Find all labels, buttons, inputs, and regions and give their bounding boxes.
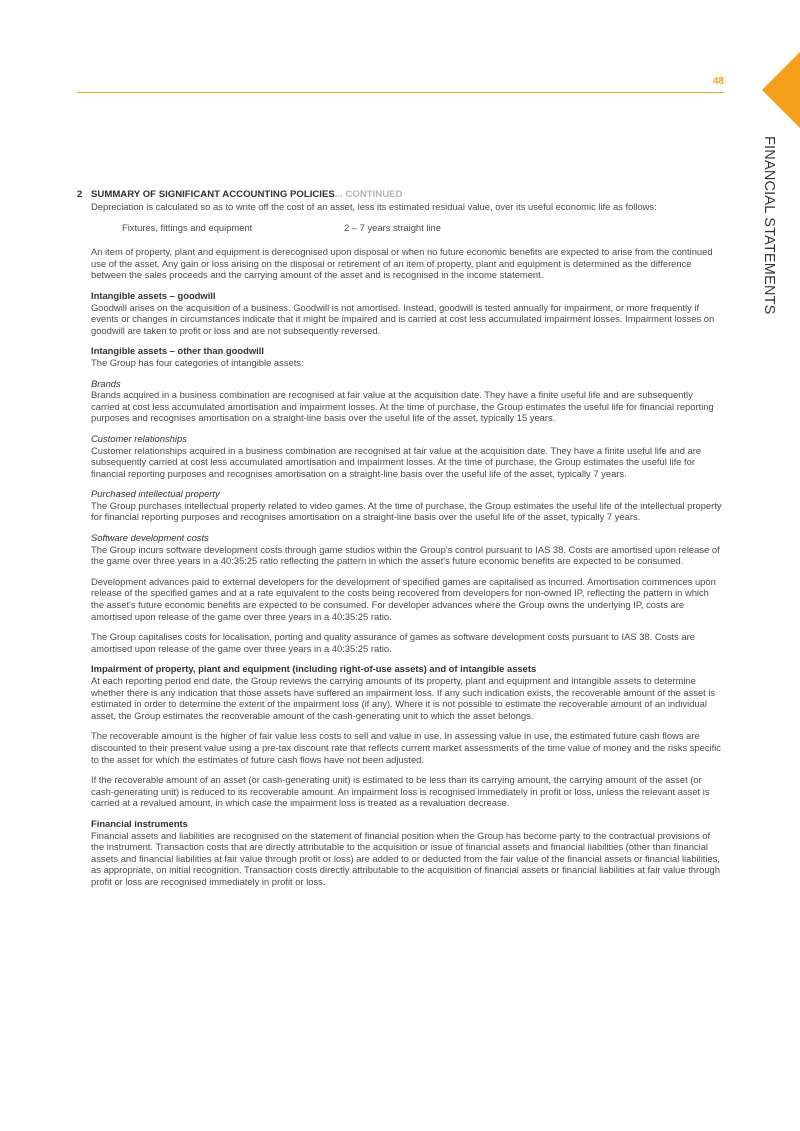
derecognition-paragraph: An item of property, plant and equipment is derecognised upon disposal or when no future economic benefits are expected to arise from the continued use of the asset. Any gain or loss arising on the disposal or retirement of an item of property, plant and equipment is determined as the difference between the sales proceeds and the carrying amount of the asset and is recognised in the income statement.	[91, 246, 713, 281]
corner-tab-triangle	[762, 52, 800, 128]
customer-relationships-paragraph: Customer relationships acquired in a business combination are recognised at fair value at the acquisition date. They have a finite useful life and are subsequently carried at cost less accumulated amortisation and impairment losses. At the time of purchase, the Group estimates the useful life for financial reporting purposes and recognises amortisation on a straight-line basis over the useful life of the asset, typically 7 years.	[91, 444, 702, 479]
section-label-text: FINANCIAL STATEMENTS	[761, 136, 777, 315]
financial-instruments-section	[91, 818, 724, 888]
header-rule	[77, 92, 724, 93]
goodwill-heading: Intangible assets – goodwill	[91, 289, 216, 301]
goodwill-section	[91, 290, 724, 336]
other-intangibles-section	[91, 345, 724, 368]
software-development-section	[91, 532, 724, 567]
financial-instruments-paragraph: Financial assets and liabilities are recognised on the statement of financial position when the Group has become party to the contractual provisions of the instrument. Transaction costs that are directly attributable to the acquisition or issue of financial assets and financial liabilities (other than financial assets and financial liabilities at fair value through profit or loss) are added to or deducted from the fair value of the financial assets or financial liabilities, as appropriate, on initial recognition. Transaction costs directly attributable to the acquisition of financial assets or financial liabilities at fair value through profit or loss are recognised immediately in profit or loss.	[91, 829, 720, 887]
software-development-paragraph-2: Development advances paid to external developers for the development of specified games are capitalised as incurred. Amortisation commences upon release of the specified games and at a rate equivalent to the costs being recovered from developers for non-owned IP, reflecting the pattern in which the asset's future economic benefits are expected to be consumed. For developer advances where the Group owns the underlying IP, costs are amortised upon release of the game over three years in a 40:35:25 ratio.	[91, 575, 716, 622]
purchased-ip-heading: Purchased intellectual property	[91, 488, 220, 500]
goodwill-paragraph: Goodwill arises on the acquisition of a business. Goodwill is not amortised. Instead, goodwill is tested annually for impairment, or more frequently if events or changes in circumstances indicate that it might be impaired and is carried at cost less accumulated impairment losses. Impairment losses on goodwill are taken to profit or loss and are not subsequently reversed.	[91, 301, 715, 336]
financial-instruments-heading: Financial instruments	[91, 817, 188, 829]
other-intangibles-heading: Intangible assets – other than goodwill	[91, 345, 264, 357]
asset-life: 2 – 7 years straight line	[344, 222, 441, 234]
impairment-section	[91, 663, 724, 721]
depreciation-intro: Depreciation is calculated so as to write off the cost of an asset, less its estimated residual value, over its useful economic life as follows:	[91, 200, 657, 212]
page-content	[77, 189, 724, 897]
asset-class: Fixtures, fittings and equipment	[122, 222, 253, 234]
purchased-ip-paragraph: The Group purchases intellectual property related to video games. At the time of purchase, the Group estimates the useful life of the intellectual property for financial reporting purposes and recognises amortisation on a straight-line basis over the useful life of the asset, typically 7 years.	[91, 499, 722, 523]
software-development-paragraph-1: The Group incurs software development costs through game studios within the Group's control pursuant to IAS 38. Costs are amortised upon release of the game over three years in a 40:35:25 ratio reflecting the pattern in which the asset's future economic benefits are expected to be consumed.	[91, 543, 720, 567]
continued-label: ... CONTINUED	[334, 189, 403, 200]
customer-relationships-heading: Customer relationships	[91, 432, 187, 444]
section-title: SUMMARY OF SIGNIFICANT ACCOUNTING POLICIES	[91, 189, 335, 200]
brands-section	[91, 378, 724, 424]
software-development-heading: Software development costs	[91, 532, 209, 544]
impairment-paragraph-3: If the recoverable amount of an asset (or cash-generating unit) is estimated to be less than its carrying amount, the carrying amount of the asset (or cash-generating unit) is reduced to its recoverable amount. An impairment loss is recognised immediately in profit or loss, unless the relevant asset is carried at a revalued amount, in which case the impairment loss is treated as a revaluation decrease.	[91, 774, 710, 809]
section-heading	[77, 189, 724, 201]
customer-relationships-section	[91, 433, 724, 479]
brands-paragraph: Brands acquired in a business combination are recognised at fair value at the acquisition date. They have a finite useful life and are subsequently carried at cost less accumulated amortisation and impairment losses. At the time of purchase, the Group estimates the useful life for financial reporting purposes and recognises amortisation on a straight-line basis over the useful life of the asset, typically 15 years.	[91, 389, 714, 424]
brands-heading: Brands	[91, 377, 121, 389]
impairment-heading: Impairment of property, plant and equipment (including right-of-use assets) and of intangible assets	[91, 663, 537, 675]
purchased-ip-section	[91, 488, 724, 523]
section-number: 2	[77, 189, 83, 200]
depreciation-table-row	[91, 222, 724, 234]
software-development-paragraph-3: The Group capitalises costs for localisation, porting and quality assurance of games as software development costs pursuant to IAS 38. Costs are amortised upon release of the game over three years in a 40:35:25 ratio.	[91, 631, 695, 654]
section-label	[757, 136, 781, 315]
page-number: 48	[712, 76, 724, 87]
impairment-paragraph-2: The recoverable amount is the higher of fair value less costs to sell and value in use. In assessing value in use, the estimated future cash flows are discounted to their present value using a pre-tax discount rate that reflects current market assessments of the time value of money and the risks specific to the asset for which the estimates of future cash flows have not been adjusted.	[91, 730, 721, 765]
other-intangibles-intro: The Group has four categories of intangible assets:	[91, 356, 304, 368]
impairment-paragraph-1: At each reporting period end date, the Group reviews the carrying amounts of its property, plant and equipment and intangible assets to determine whether there is any indication that those assets have suffered an impairment loss. If any such indication exists, the recoverable amount of the asset is estimated in order to determine the extent of the impairment loss (if any). Where it is not possible to estimate the recoverable amount of an individual asset, the Group estimates the recoverable amount of the cash-generating unit to which the asset belongs.	[91, 675, 716, 721]
